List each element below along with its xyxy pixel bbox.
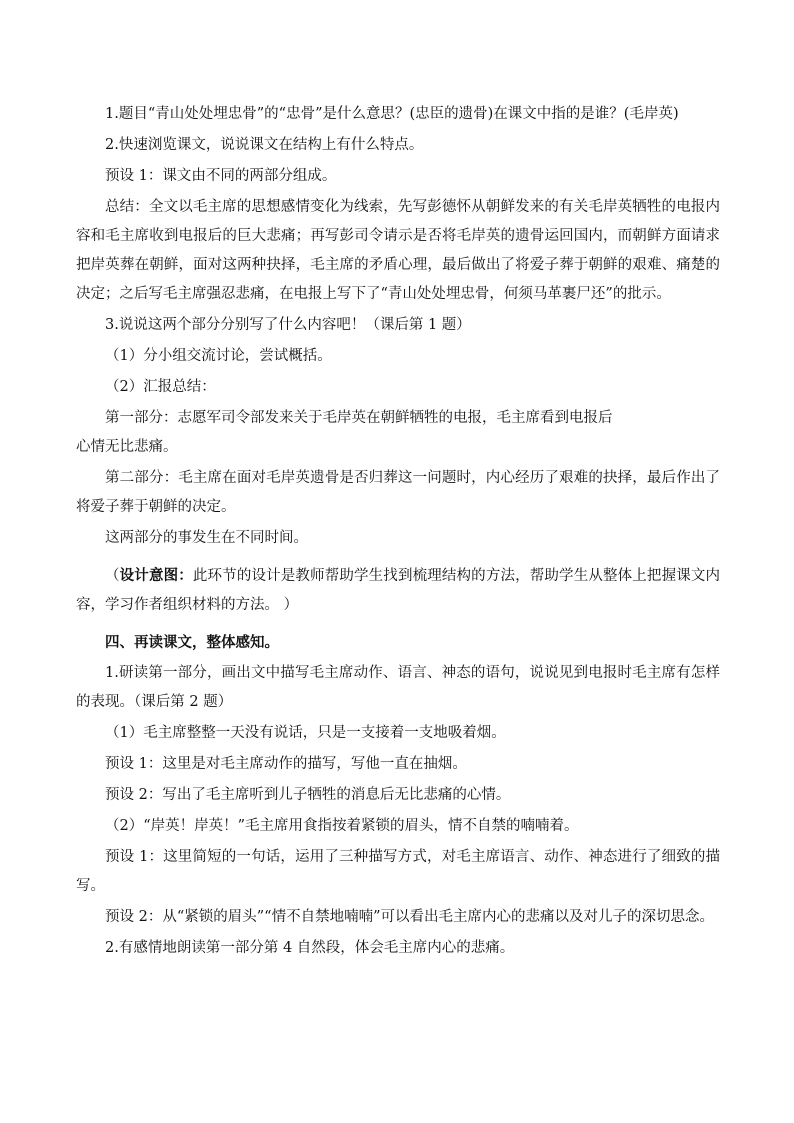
summary-paragraph: 总结：全文以毛主席的思想感情变化为线索，先写彭德怀从朝鲜发来的有关毛岸英牺牲的电报内容和毛主席收到电报后的巨大悲痛；再写彭司令请示是否将毛岸英的遗骨运回国内，而朝鲜方面请求把岸英葬在朝鲜，面对这两种抉择，毛主席的矛盾心理，最后做出了将爱子葬于朝鲜的艰难、痛楚的决定；之后写毛主席强忍悲痛，在电报上写下了“青山处处埋忠骨，何须马革裹尸还”的批示。 bbox=[76, 199, 720, 302]
question-3: 3.说说这两个部分分别写了什么内容吧！（课后第 1 题） bbox=[105, 317, 471, 333]
task-2: 2.有感情地朗读第一部分第 4 自然段，体会毛主席内心的悲痛。 bbox=[105, 940, 515, 956]
design-intent bbox=[76, 561, 720, 620]
section-heading-4: 四、再读课文，整体感知。 bbox=[105, 634, 279, 651]
question-2: 2.快速浏览课文，说说课文在结构上有什么特点。 bbox=[105, 137, 424, 153]
question-1: 1.题目“青山处处埋忠骨”的“忠骨”是什么意思？(忠臣的遗骨)在课文中指的是谁？(毛岸英) bbox=[105, 106, 679, 122]
part-two-summary: 第二部分：毛主席在面对毛岸英遗骨是否归葬这一问题时，内心经历了艰难的抉择，最后作出了将爱子葬于朝鲜的决定。 bbox=[76, 470, 720, 515]
design-intent-label: 设计意图： bbox=[119, 567, 193, 584]
time-note: 这两部分的事发生在不同时间。 bbox=[105, 530, 308, 546]
preset-1-action: 预设 1：这里是对毛主席动作的描写，写他一直在抽烟。 bbox=[105, 756, 467, 772]
preset-2-longing: 预设 2：从“紧锁的眉头”“情不自禁地喃喃”可以看出毛主席内心的悲痛以及对儿子的深切思念。 bbox=[105, 909, 714, 925]
quote-1: （1）毛主席整整一天没有说话，只是一支接着一支地吸着烟。 bbox=[105, 725, 506, 741]
document-page bbox=[76, 100, 720, 965]
preset-1-structure: 预设 1：课文由不同的两部分组成。 bbox=[105, 168, 337, 184]
part-one-summary: 第一部分：志愿军司令部发来关于毛岸英在朝鲜牺牲的电报，毛主席看到电报后 bbox=[105, 410, 613, 426]
step-report-summary: （2）汇报总结： bbox=[105, 379, 216, 395]
part-one-summary-cont: 心情无比悲痛。 bbox=[76, 439, 178, 455]
preset-1-description: 预设 1：这里简短的一句话，运用了三种描写方式，对毛主席语言、动作、神态进行了细致的描写。 bbox=[76, 849, 720, 894]
step-group-discussion: （1）分小组交流讨论，尝试概括。 bbox=[105, 348, 332, 364]
design-intent-text: （设计意图：此环节的设计是教师帮助学生找到梳理结构的方法，帮助学生从整体上把握课文内容，学习作者组织材料的方法。 ） bbox=[76, 567, 721, 613]
quote-2: （2）“岸英！岸英！”毛主席用食指按着紧锁的眉头，情不自禁的喃喃着。 bbox=[105, 818, 579, 834]
task-1: 1.研读第一部分，画出文中描写毛主席动作、语言、神态的语句，说说见到电报时毛主席有怎样的表现。（课后第 2 题） bbox=[76, 665, 720, 710]
preset-2-emotion: 预设 2：写出了毛主席听到儿子牺牲的消息后无比悲痛的心情。 bbox=[105, 787, 511, 803]
